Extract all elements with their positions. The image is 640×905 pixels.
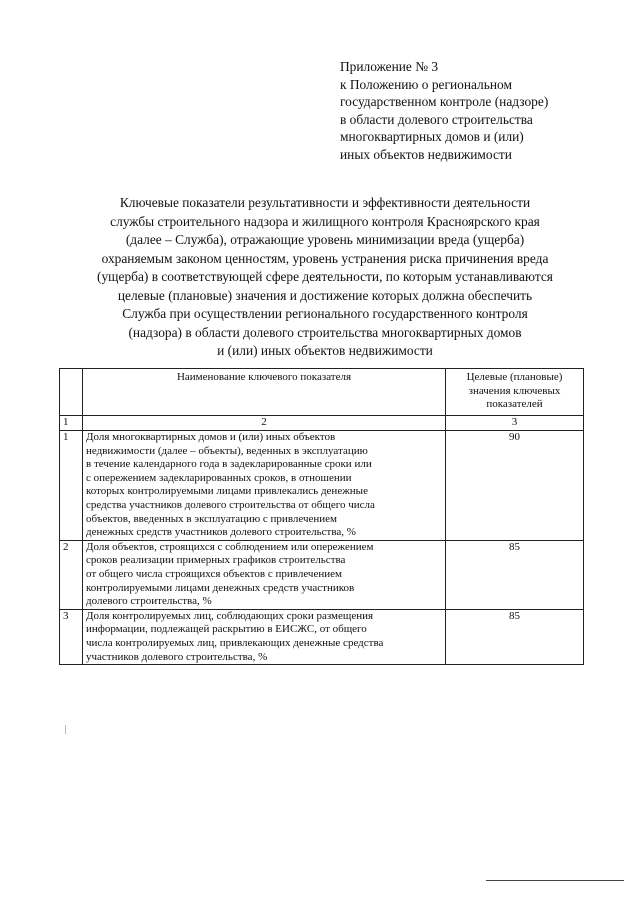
column-number-cell: 1: [60, 416, 83, 431]
indicator-line: в течение календарного года в задекларированные сроки или: [86, 458, 372, 471]
header-name-cell: Наименование ключевого показателя: [83, 369, 446, 416]
scan-artifact: [65, 725, 66, 734]
indicator-line: с опережением задекларированных сроков, в отношении: [86, 471, 352, 484]
annex-heading: [340, 58, 620, 163]
indicator-line: Доля контролируемых лиц, соблюдающих сроки размещения: [86, 609, 374, 622]
header-target-line: показателей: [486, 398, 543, 411]
indicator-line: денежных средств участников долевого строительства, %: [86, 526, 356, 539]
indicator-line: от общего числа строящихся объектов с привлечением: [86, 567, 342, 580]
title-line: Служба при осуществлении регионального государственного контроля: [122, 306, 528, 321]
row-number-cell: 3: [60, 609, 83, 664]
indicator-line: долевого строительства, %: [86, 595, 212, 608]
indicator-line: объектов, введенных в эксплуатацию с привлечением: [86, 512, 337, 525]
title-line: (надзора) в области долевого строительства многоквартирных домов: [128, 324, 522, 340]
indicator-line: недвижимости (далее – объекты), веденных в эксплуатацию: [86, 444, 368, 457]
kpi-table: [59, 368, 584, 665]
header-target-line: Целевые (плановые): [466, 371, 563, 383]
title-line: целевые (плановые) значения и достижение которых должна обеспечить: [117, 287, 533, 303]
indicator-name-cell: [83, 431, 446, 541]
target-value-cell: 85: [446, 609, 584, 664]
indicator-line: участников долевого строительства, %: [86, 650, 268, 663]
indicator-name-cell: [83, 540, 446, 609]
annex-line: в области долевого строительства: [340, 111, 533, 127]
target-value-cell: 90: [446, 431, 584, 541]
table-header-row: [60, 369, 584, 416]
title-line: и (или) иных объектов недвижимости: [217, 343, 433, 358]
footer-rule: [486, 880, 624, 881]
table-row: [60, 431, 584, 541]
indicator-line: числа контролируемых лиц, привлекающих денежные средства: [86, 636, 384, 649]
title-line: службы строительного надзора и жилищного контроля Красноярского края: [110, 213, 540, 229]
title-line: (ущерба) в соответствующей сфере деятельности, по которым устанавливаются: [97, 269, 553, 284]
indicator-line: Доля объектов, строящихся с соблюдением или опережением: [86, 540, 374, 553]
header-number-cell: [60, 369, 83, 416]
table-row: [60, 609, 584, 664]
indicator-line: Доля многоквартирных домов и (или) иных объектов: [86, 431, 336, 443]
column-number-cell: 3: [446, 416, 584, 431]
title-line: Ключевые показатели результативности и эффективности деятельности: [119, 195, 531, 210]
annex-line: многоквартирных домов и (или): [340, 129, 524, 144]
title-line: (далее – Служба), отражающие уровень минимизации вреда (ущерба): [125, 232, 525, 247]
table-row: [60, 540, 584, 609]
annex-line: к Положению о региональном: [340, 76, 512, 92]
indicator-line: средства участников долевого строительства от общего числа: [86, 498, 375, 511]
indicator-line: информации, подлежащей раскрытию в ЕИСЖС, от общего: [86, 623, 367, 636]
indicator-line: которых контролируемыми лицами привлекались денежные: [86, 485, 368, 498]
header-target-cell: [446, 369, 584, 416]
indicator-line: контролируемыми лицами денежных средств участников: [86, 581, 355, 594]
target-value-cell: 85: [446, 540, 584, 609]
annex-line: Приложение № 3: [340, 59, 439, 74]
row-number-cell: 2: [60, 540, 83, 609]
indicator-line: сроков реализации примерных графиков строительства: [86, 554, 346, 567]
indicator-name-cell: [83, 609, 446, 664]
title-line: охраняемым законом ценностям, уровень устранения риска причинения вреда: [101, 250, 549, 266]
header-target-line: значения ключевых: [468, 384, 561, 397]
annex-line: иных объектов недвижимости: [340, 146, 512, 162]
row-number-cell: 1: [60, 431, 83, 541]
column-number-cell: 2: [83, 416, 446, 431]
column-number-row: [60, 416, 584, 431]
document-title: [40, 194, 610, 361]
annex-line: государственном контроле (надзоре): [340, 94, 549, 109]
